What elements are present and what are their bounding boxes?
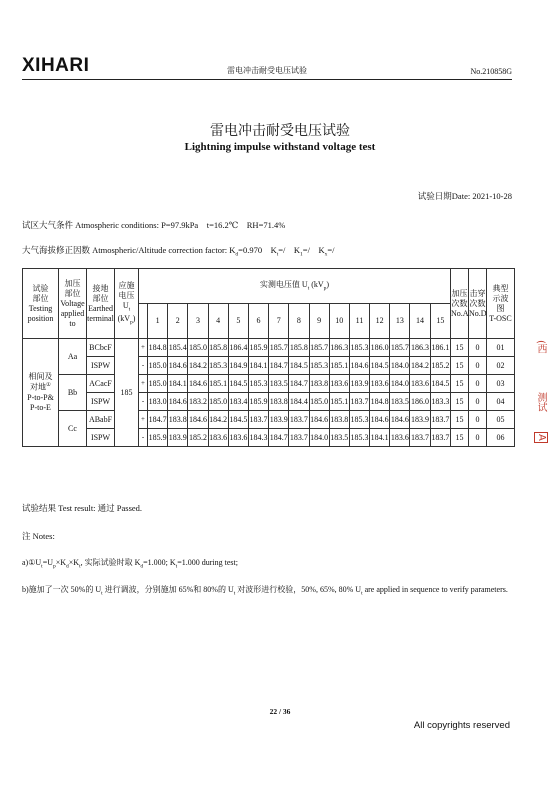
shot-number: 5 (228, 304, 248, 339)
measured-value: 184.0 (309, 429, 329, 447)
measured-value: 185.0 (188, 339, 208, 357)
measured-value: 185.3 (248, 375, 268, 393)
measured-value: 184.5 (228, 375, 248, 393)
kx-value: $K_x=/$ (318, 245, 335, 258)
shot-number: 1 (148, 304, 168, 339)
measured-value: 184.6 (168, 393, 188, 411)
k1-value: $K_1=/$ (293, 245, 310, 258)
measured-value: 184.7 (269, 357, 289, 375)
osc-figure: 06 (487, 429, 515, 447)
osc-figure: 05 (487, 411, 515, 429)
measured-value: 183.7 (289, 429, 309, 447)
measured-value: 183.5 (269, 375, 289, 393)
company-logo: XIHARI (22, 55, 90, 76)
header-earthed-terminal: 接地 部位 Earthed terminal (87, 269, 115, 339)
osc-figure: 03 (487, 375, 515, 393)
measured-value: 184.6 (390, 411, 410, 429)
measured-value: 183.9 (269, 411, 289, 429)
measured-value: 184.8 (370, 393, 390, 411)
group-position: 相间及 对地① P-to-P& P-to-E (23, 339, 59, 447)
measured-value: 185.4 (168, 339, 188, 357)
measured-value: 185.7 (309, 339, 329, 357)
measured-value: 184.6 (188, 375, 208, 393)
shot-count: 15 (451, 429, 469, 447)
voltage-applied-to: Bb (59, 375, 87, 411)
polarity: - (139, 393, 148, 411)
measured-value: 183.7 (430, 411, 450, 429)
header-disruptive: 击穿 次数 No.D (469, 269, 487, 339)
kd-value: $K_d=0.970$ (229, 245, 263, 258)
osc-figure: 01 (487, 339, 515, 357)
measured-value: 185.3 (349, 411, 369, 429)
note-b: b)施加了一次 50%的 $U_t$ 进行调波，分别施加 65%和 80%的 $U_t$ 对波形进行校验，50%, 65%, 80% $U_t$ are applied in sequence to verify parameters. (22, 585, 508, 597)
shot-number: 11 (349, 304, 369, 339)
measured-value: 184.2 (410, 357, 430, 375)
shot-number: 10 (329, 304, 349, 339)
header-applied-voltage: 应施 电压 $U_t$ $(kV_p)$ (115, 269, 139, 339)
shot-number: 3 (188, 304, 208, 339)
atmospheric-conditions (22, 219, 285, 231)
measured-value: 185.8 (289, 339, 309, 357)
page-title-cn: 雷电冲击耐受电压试验 (210, 124, 350, 139)
measured-value: 183.7 (430, 429, 450, 447)
shot-count: 15 (451, 411, 469, 429)
shot-header-spacer (139, 304, 148, 339)
measured-value: 184.5 (289, 357, 309, 375)
disruptive-count: 0 (469, 375, 487, 393)
applied-voltage: 185 (115, 339, 139, 447)
shot-number: 12 (370, 304, 390, 339)
polarity: + (139, 339, 148, 357)
measured-value: 184.8 (148, 339, 168, 357)
measured-value: 186.3 (329, 339, 349, 357)
disruptive-count: 0 (469, 357, 487, 375)
osc-figure: 02 (487, 357, 515, 375)
measured-value: 184.1 (370, 429, 390, 447)
measured-value: 184.7 (289, 375, 309, 393)
measured-value: 185.2 (188, 429, 208, 447)
shot-count: 15 (451, 339, 469, 357)
measured-value: 183.6 (370, 375, 390, 393)
measured-value: 183.6 (228, 429, 248, 447)
measured-value: 185.3 (208, 357, 228, 375)
measured-value: 185.9 (148, 429, 168, 447)
voltage-applied-to: Aa (59, 339, 87, 375)
measured-value: 184.2 (188, 357, 208, 375)
polarity: - (139, 429, 148, 447)
measured-value: 184.2 (208, 411, 228, 429)
measured-value: 185.2 (430, 357, 450, 375)
measured-value: 184.9 (228, 357, 248, 375)
measured-value: 185.3 (349, 339, 369, 357)
shot-number: 9 (309, 304, 329, 339)
measured-value: 184.0 (390, 375, 410, 393)
header-count: 加压 次数 No.A (451, 269, 469, 339)
measured-value: 185.0 (148, 357, 168, 375)
page-title-en: Lightning impulse withstand voltage test (184, 141, 376, 153)
measured-value: 183.6 (329, 375, 349, 393)
page-number: 22 / 36 (269, 707, 291, 716)
shot-number: 4 (208, 304, 228, 339)
measured-value: 183.7 (410, 429, 430, 447)
stamp-text-3: A (536, 434, 547, 441)
measured-value: 185.3 (349, 429, 369, 447)
measured-value: 184.6 (309, 411, 329, 429)
correction-factor (22, 244, 335, 258)
table-row (23, 393, 515, 411)
earthed-terminal: ISPW (87, 429, 115, 447)
test-results-table (22, 268, 515, 447)
header-doc-title: 雷电冲击耐受电压试验 (227, 66, 307, 75)
measured-value: 184.5 (370, 357, 390, 375)
measured-value: 185.9 (248, 339, 268, 357)
table-row (23, 411, 515, 429)
measured-value: 183.8 (309, 375, 329, 393)
measured-value: 184.3 (248, 429, 268, 447)
measured-value: 183.9 (168, 429, 188, 447)
table-row (23, 429, 515, 447)
shot-number: 8 (289, 304, 309, 339)
measured-value: 185.1 (329, 393, 349, 411)
notes-title: 注 Notes: (22, 531, 55, 541)
measured-value: 183.4 (228, 393, 248, 411)
measured-value: 183.6 (410, 375, 430, 393)
disruptive-count: 0 (469, 429, 487, 447)
measured-value: 183.5 (390, 393, 410, 411)
measured-value: 183.6 (208, 429, 228, 447)
measured-value: 184.7 (269, 429, 289, 447)
kt-value: $K_t=/$ (270, 245, 286, 258)
disruptive-count: 0 (469, 393, 487, 411)
test-result: 试验结果 Test result: 通过 Passed. (22, 503, 143, 513)
report-number: No.210858G (470, 67, 512, 76)
measured-value: 183.0 (148, 393, 168, 411)
measured-value: 184.6 (188, 411, 208, 429)
table-row (23, 339, 515, 357)
measured-value: 183.9 (410, 411, 430, 429)
temperature-value: t=16.2℃ (206, 220, 239, 230)
measured-value: 185.7 (269, 339, 289, 357)
measured-value: 185.3 (309, 357, 329, 375)
shot-count: 15 (451, 393, 469, 411)
measured-value: 185.0 (208, 393, 228, 411)
measured-value: 183.7 (349, 393, 369, 411)
measured-value: 184.6 (349, 357, 369, 375)
measured-value: 186.1 (430, 339, 450, 357)
shot-number: 6 (248, 304, 268, 339)
measured-value: 183.3 (430, 393, 450, 411)
page-header (22, 54, 512, 80)
measured-value: 184.0 (390, 357, 410, 375)
measured-value: 183.8 (329, 411, 349, 429)
measured-value: 183.2 (188, 393, 208, 411)
shot-count: 15 (451, 357, 469, 375)
voltage-applied-to: Cc (59, 411, 87, 447)
measured-value: 183.7 (248, 411, 268, 429)
earthed-terminal: ISPW (87, 393, 115, 411)
stamp-text-2: 测试 (535, 392, 546, 412)
measured-value: 183.8 (269, 393, 289, 411)
shot-number: 7 (269, 304, 289, 339)
measured-value: 184.5 (430, 375, 450, 393)
header-measured-voltage: 实测电压值 $U_t$ $(kV_p)$ (139, 269, 451, 304)
shot-number: 14 (410, 304, 430, 339)
measured-value: 186.4 (228, 339, 248, 357)
measured-value: 184.4 (289, 393, 309, 411)
earthed-terminal: ISPW (87, 357, 115, 375)
measured-value: 183.5 (329, 429, 349, 447)
humidity-value: RH=71.4% (246, 220, 286, 230)
conditions-label: 试区大气条件 Atmospheric conditions: (22, 220, 159, 230)
measured-value: 185.9 (248, 393, 268, 411)
measured-value: 186.3 (410, 339, 430, 357)
test-date: 试验日期Date: 2021-10-28 (417, 191, 512, 201)
note-a: $a)①U_t=U_p\times K_d\times K_t$, 实际试验时取 $K_d=1.000$; $K_t=1.000$ during test; (22, 558, 238, 570)
disruptive-count: 0 (469, 339, 487, 357)
measured-value: 184.7 (148, 411, 168, 429)
shot-count: 15 (451, 375, 469, 393)
measured-value: 185.1 (208, 375, 228, 393)
measured-value: 185.7 (390, 339, 410, 357)
correction-label: 大气海拔修正因数 Atmospheric/Altitude correction factor: (22, 245, 228, 255)
earthed-terminal: ABabF (87, 411, 115, 429)
measured-value: 184.5 (228, 411, 248, 429)
measured-value: 184.1 (168, 375, 188, 393)
polarity: + (139, 375, 148, 393)
pressure-value: P=97.9kPa (161, 220, 199, 230)
shot-number: 15 (430, 304, 450, 339)
polarity: - (139, 357, 148, 375)
polarity: + (139, 411, 148, 429)
measured-value: 185.1 (329, 357, 349, 375)
measured-value: 183.6 (390, 429, 410, 447)
osc-figure: 04 (487, 393, 515, 411)
header-voltage-applied: 加压 部位 Voltage applied to (59, 269, 87, 339)
measured-value: 186.0 (370, 339, 390, 357)
measured-value: 186.0 (410, 393, 430, 411)
header-osc: 典型 示波 图 T-OSC (487, 269, 515, 339)
measured-value: 183.7 (289, 411, 309, 429)
shot-number: 13 (390, 304, 410, 339)
measured-value: 185.0 (309, 393, 329, 411)
measured-value: 184.1 (248, 357, 268, 375)
table-row (23, 357, 515, 375)
measured-value: 185.8 (208, 339, 228, 357)
earthed-terminal: ACacF (87, 375, 115, 393)
header-testing-position: 试验 部位 Testing position (23, 269, 59, 339)
table-row (23, 375, 515, 393)
measured-value: 183.8 (168, 411, 188, 429)
measured-value: 184.6 (370, 411, 390, 429)
measured-value: 183.9 (349, 375, 369, 393)
disruptive-count: 0 (469, 411, 487, 429)
copyright: All copyrights reserved (413, 720, 510, 731)
measured-value: 184.6 (168, 357, 188, 375)
measured-value: 185.0 (148, 375, 168, 393)
shot-number: 2 (168, 304, 188, 339)
stamp-text-1: (西 (535, 340, 546, 354)
earthed-terminal: BCbcF (87, 339, 115, 357)
